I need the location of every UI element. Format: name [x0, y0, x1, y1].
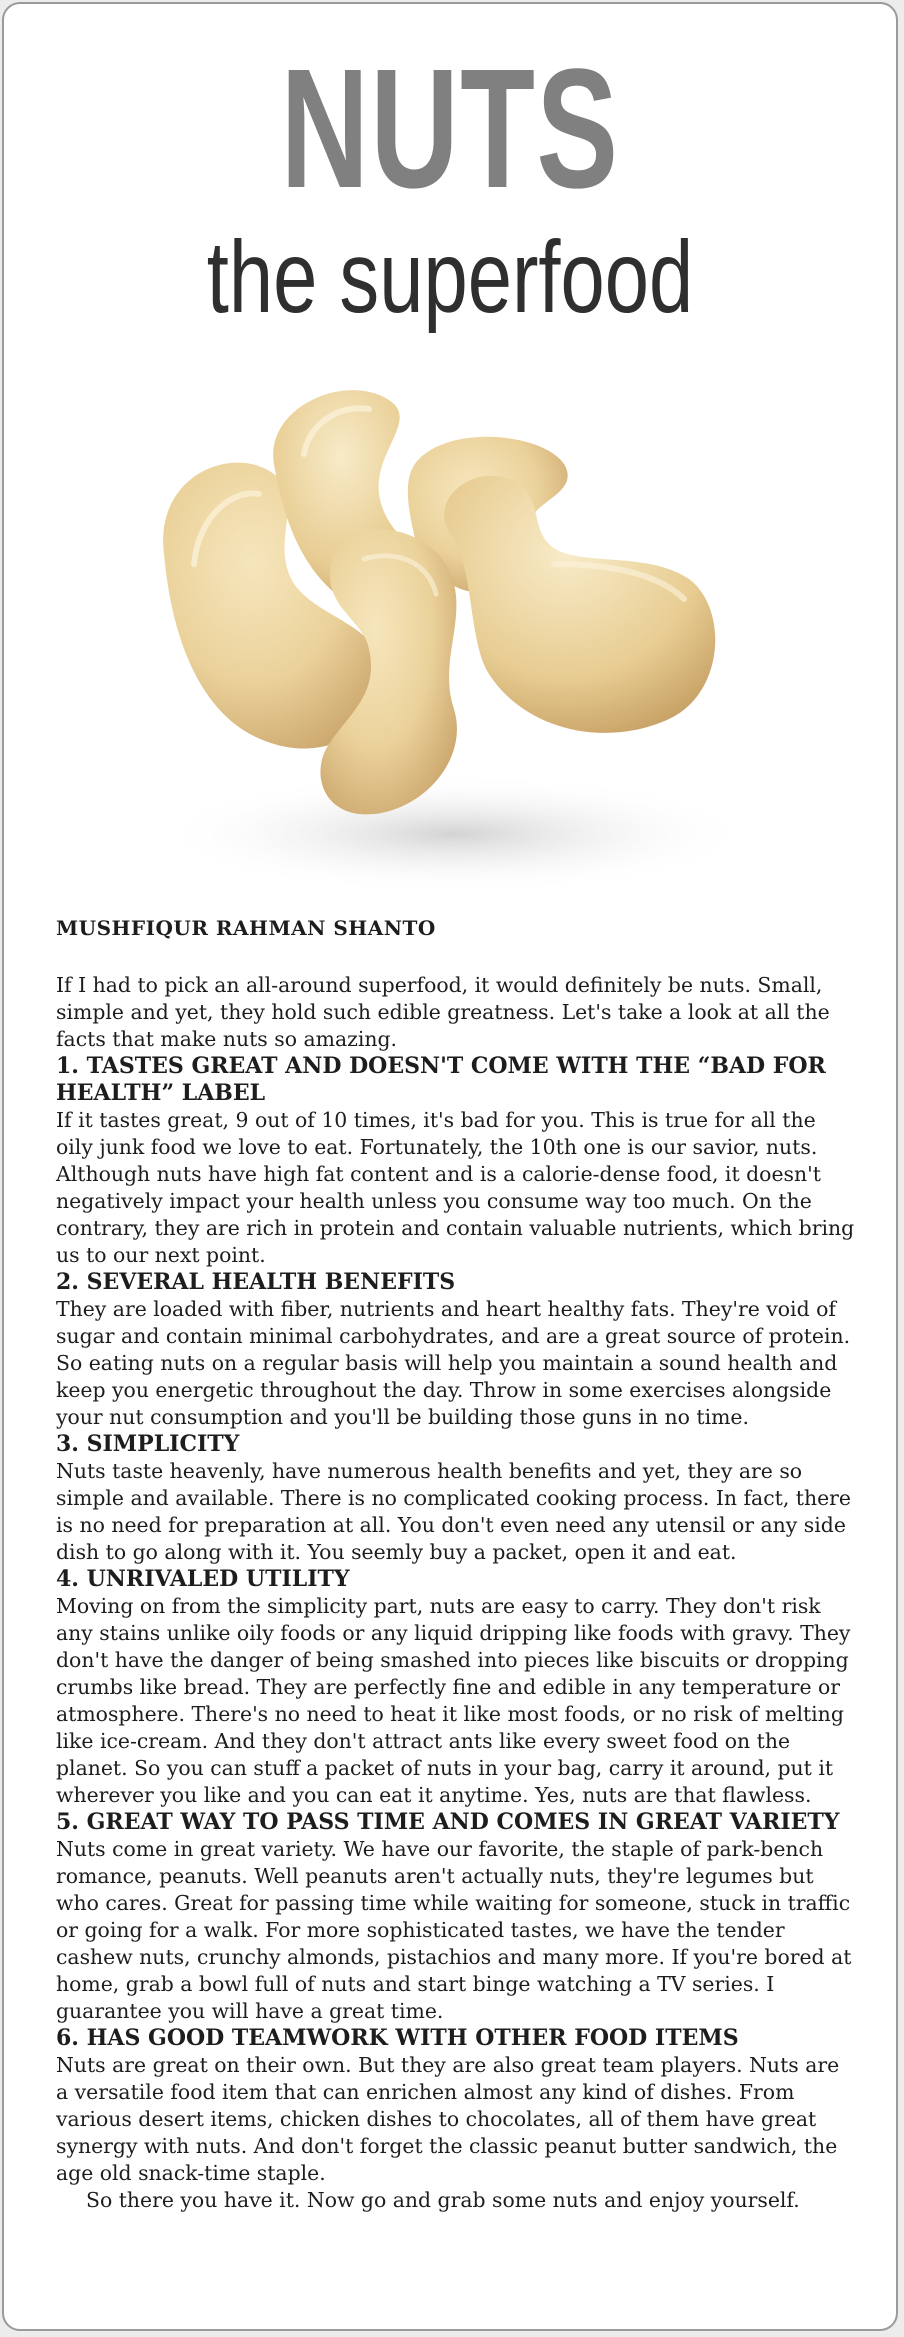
section-body: Nuts taste heavenly, have numerous health benefits and yet, they are so simple and available. There is no complicated cooking process. In fact, there is no need for preparation at all. You don't even need any utensil or any side dish to go along with it. You seemly buy a packet, open it and eat. — [56, 1459, 851, 1564]
section-heading: 3. SIMPLICITY — [56, 1431, 240, 1457]
author-byline: MUSHFIQUR RAHMAN SHANTO — [56, 916, 436, 940]
article-page — [2, 2, 898, 2331]
section-body: Moving on from the simplicity part, nuts are easy to carry. They don't risk any stains unlike oily foods or any liquid dripping like foods with gravy. They don't have the danger of being smashed into pieces like biscuits or dropping crumbs like bread. They are perfectly fine and edible in any temperature or atmosphere. There's no need to heat it like most foods, or no risk of melting like ice-cream. And they don't attract ants like every sweet food on the planet. So you can stuff a packet of nuts in your bag, carry it around, put it wherever you like and you can eat it anytime. Yes, nuts are that flawless. — [56, 1594, 851, 1807]
section-heading: 2. SEVERAL HEALTH BENEFITS — [56, 1269, 456, 1295]
cashew-nuts-photo-icon — [124, 364, 784, 904]
section-body: If it tastes great, 9 out of 10 times, it's bad for you. This is true for all the oily junk food we love to eat. Fortunately, the 10th one is our savior, nuts. Although nuts have high fat content and is a calorie-dense food, it doesn't negatively impact your health unless you consume way too much. On the contrary, they are rich in protein and contain valuable nutrients, which bring us to our next point. — [56, 1108, 855, 1267]
section-heading: 4. UNRIVALED UTILITY — [56, 1566, 350, 1592]
section-body: They are loaded with fiber, nutrients and heart healthy fats. They're void of sugar and contain minimal carbohydrates, and are a great source of protein. So eating nuts on a regular basis will help you maintain a sound health and keep you energetic throughout the day. Throw in some exercises alongside your nut consumption and you'll be building those guns in no time. — [56, 1297, 851, 1429]
article-body — [56, 972, 856, 2214]
page-title: NUTS — [280, 34, 620, 224]
closing-paragraph: So there you have it. Now go and grab some nuts and enjoy yourself. — [86, 2188, 800, 2212]
section-body: Nuts are great on their own. But they are also great team players. Nuts are a versatile food item that can enrichen almost any kind of dishes. From various desert items, chicken dishes to chocolates, all of them have great synergy with nuts. And don't forget the classic peanut butter sandwich, the age old snack-time staple. — [56, 2053, 840, 2185]
section-heading: 6. HAS GOOD TEAMWORK WITH OTHER FOOD ITEMS — [56, 2025, 739, 2051]
intro-paragraph: If I had to pick an all-around superfood, it would definitely be nuts. Small, simple and yet, they hold such edible greatness. Let's take a look at all the facts that make nuts so amazing. — [56, 973, 830, 1051]
section-heading: 1. TASTES GREAT AND DOESN'T COME WITH THE “BAD FOR HEALTH” LABEL — [56, 1053, 826, 1106]
section-heading: 5. GREAT WAY TO PASS TIME AND COMES IN GREAT VARIETY — [56, 1809, 840, 1835]
section-body: Nuts come in great variety. We have our favorite, the staple of park-bench romance, peanuts. Well peanuts aren't actually nuts, they're legumes but who cares. Great for passing time while waiting for someone, stuck in traffic or going for a walk. For more sophisticated tastes, we have the tender cashew nuts, crunchy almonds, pistachios and many more. If you're bored at home, grab a bowl full of nuts and start binge watching a TV series. I guarantee you will have a great time. — [56, 1837, 852, 2023]
page-subtitle: the superfood — [206, 220, 694, 334]
